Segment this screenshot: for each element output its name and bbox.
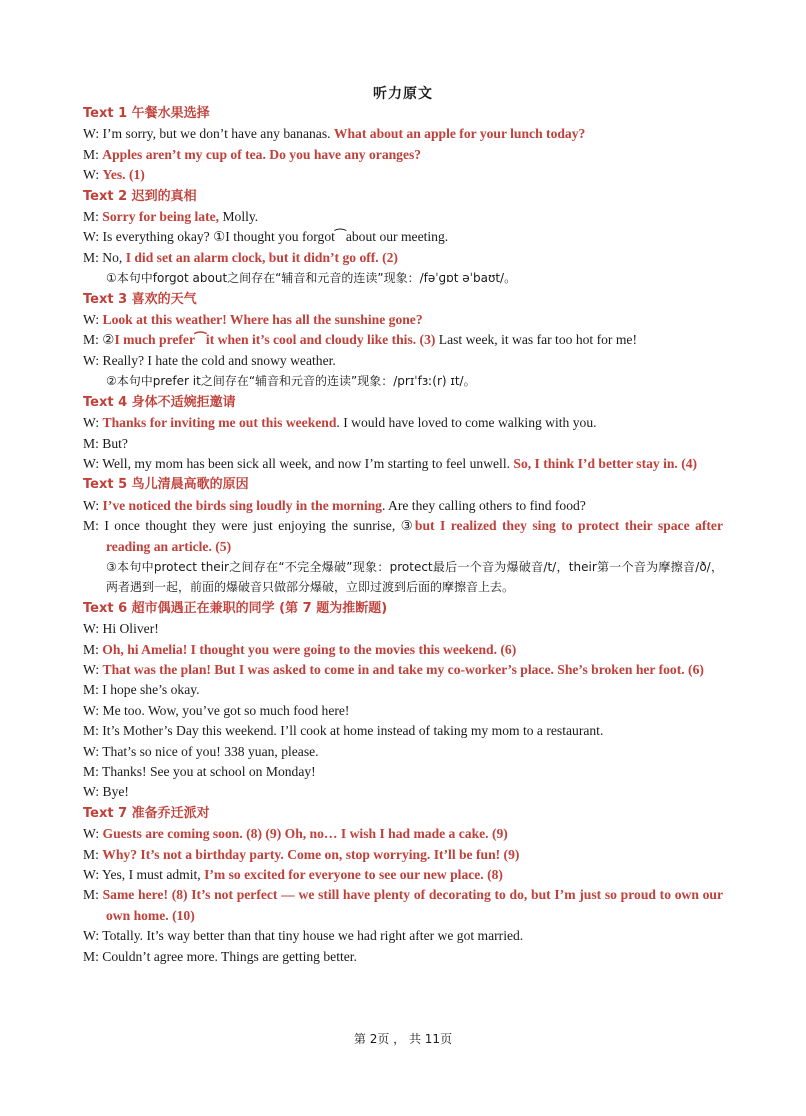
dialogue-line: M: I hope she’s okay. [83,682,200,698]
dialogue-line: W: Bye! [83,784,129,800]
dialogue-line: W: Yes, I must admit, I’m so excited for everyone to see our new place. (8) [83,867,503,883]
dialogue-line: M: Oh, hi Amelia! I thought you were going to the movies this weekend. (6) [83,641,517,657]
dialogue-line: W: Guests are coming soon. (8) (9) Oh, no… I wish I had made a cake. (9) [83,826,508,842]
dialogue-line: W: Yes. (1) [83,167,145,183]
dialogue-line: W: Me too. Wow, you’ve got so much food here! [83,702,350,718]
dialogue-line: M: No, I did set an alarm clock, but it didn’t go off. (2) [83,249,398,265]
dialogue-line: M: ②I much prefer⁀it when it’s cool and cloudy like this. (3) Last week, it was far too hot for me! [83,332,637,348]
dialogue-line: W: Thanks for inviting me out this weekend. I would have loved to come walking with you. [83,415,597,431]
section-heading: Text 2 迟到的真相 [83,188,197,204]
section-heading: Text 1 午餐水果选择 [83,106,210,121]
section-heading: Text 5 鸟儿清晨高歌的原因 [83,477,249,493]
dialogue-line: W: I’ve noticed the birds sing loudly in the morning. Are they calling others to find food? [83,497,586,513]
section-heading: Text 3 喜欢的天气 [83,291,197,307]
dialogue-line: W: Well, my mom has been sick all week, and now I’m starting to feel unwell. So, I think I’d better stay in. (4) [83,455,698,471]
page-title: 听力原文 [373,86,433,102]
dialogue-line: W: Look at this weather! Where has all the sunshine gone? [83,312,423,328]
dialogue-line: M: Same here! (8) It’s not perfect — we still have plenty of decorating to do, but I’m just so proud to own our own home. (10) [83,887,723,923]
dialogue-line: M: Couldn’t agree more. Things are getting better. [83,948,357,964]
dialogue-line: W: Really? I hate the cold and snowy weather. [83,352,336,368]
dialogue-line: M: Apples aren’t my cup of tea. Do you have any oranges? [83,146,422,162]
dialogue-line: W: Totally. It’s way better than that tiny house we had right after we got married. [83,928,524,944]
dialogue-line: M: But? [83,435,128,451]
transcript-body [83,103,723,967]
section-heading: Text 4 身体不适婉拒邀请 [83,394,236,410]
dialogue-line: M: I once thought they were just enjoying the sunrise, ③but I realized they sing to protect their space after reading an article. (5) [83,518,723,554]
dialogue-line: W: Hi Oliver! [83,621,159,637]
phonetic-note: ①本句中forgot about之间存在“辅音和元音的连读”现象：/fəˈɡɒt əˈbaʊt/。 [106,271,517,286]
dialogue-line: M: Why? It’s not a birthday party. Come on, stop worrying. It’ll be fun! (9) [83,846,520,862]
section-heading: Text 7 准备乔迁派对 [83,805,210,821]
dialogue-line: W: That was the plan! But I was asked to come in and take my co-worker’s place. She’s broken her foot. (6) [83,661,704,677]
dialogue-line: M: It’s Mother’s Day this weekend. I’ll cook at home instead of taking my mom to a restaurant. [83,723,604,739]
section-heading: Text 6 超市偶遇正在兼职的同学 (第 7 题为推断题) [83,600,388,616]
dialogue-line: W: I’m sorry, but we don’t have any bananas. What about an apple for your lunch today? [83,126,586,142]
dialogue-line: W: That’s so nice of you! 338 yuan, please. [83,743,319,759]
page-number-footer: 第 2页 ， 共 11页 [353,1032,453,1046]
phonetic-note: ③本句中protect their之间存在“不完全爆破”现象：protect最后一个音为爆破音/t/，their第一个音为摩擦音/ð/，两者遇到一起，前面的爆破音只做部分爆破，立即过渡到后面的摩擦音上去。 [106,559,723,595]
dialogue-line: M: Thanks! See you at school on Monday! [83,764,316,779]
dialogue-line: M: Sorry for being late, Molly. [83,209,259,225]
dialogue-line: W: Is everything okay? ①I thought you forgot⁀about our meeting. [83,229,449,245]
phonetic-note: ②本句中prefer it之间存在“辅音和元音的连读”现象：/prɪˈfɜː(r) ɪt/。 [106,374,476,389]
